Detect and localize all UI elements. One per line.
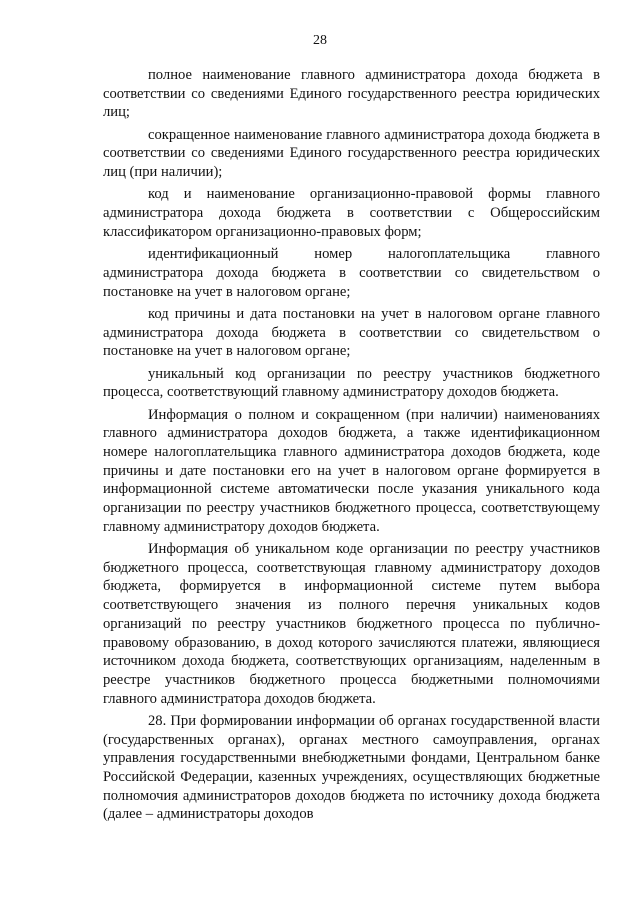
document-body <box>103 66 600 828</box>
paragraph-full-name: полное наименование главного администратора дохода бюджета в соответствии со сведениями Единого государственного реестра юридических лиц; <box>103 67 600 121</box>
paragraph-legal-form: код и наименование организационно-правовой формы главного администратора дохода бюджета в соответствии с Общероссийским классификатором организационно-правовых форм; <box>103 186 600 240</box>
paragraph-unique-code: уникальный код организации по реестру участников бюджетного процесса, соответствующий главному администратору доходов бюджета. <box>103 365 600 401</box>
paragraph-inn: идентификационный номер налогоплательщика главного администратора дохода бюджета в соответствии со свидетельством о постановке на учет в налоговом органе; <box>103 246 600 300</box>
paragraph-item-28: 28. При формировании информации об органах государственной власти (государственных органах), органах местного самоуправления, органах управления государственными внебюджетными фондами, Центральном банке Российской Федерации, казенных учреждениях, осуществляющих бюджетные полномочия администраторов доходов бюджета по источнику дохода бюджета (далее – администраторы доходов <box>103 712 600 823</box>
paragraph-short-name: сокращенное наименование главного администратора дохода бюджета в соответствии со сведениями Единого государственного реестра юридических лиц (при наличии); <box>103 126 600 181</box>
paragraph-info-names: Информация о полном и сокращенном (при наличии) наименованиях главного администратора доходов бюджета, а также идентификационном номере налогоплательщика главного администратора доходов бюджета, коде причины и дате постановки его на учет в налоговом органе формируется в информационной системе автоматически после указания уникального кода организации по реестру участников бюджетного процесса, соответствующему главному администратору доходов бюджета. <box>103 406 600 535</box>
paragraph-kpp: код причины и дата постановки на учет в налоговом органе главного администратора дохода бюджета в соответствии со свидетельством о постановке на учет в налоговом органе; <box>103 305 600 360</box>
page-number: 28 <box>313 33 327 48</box>
paragraph-info-unique-code: Информация об уникальном коде организации по реестру участников бюджетного процесса, соответствующая главному администратору доходов бюджета, формируется в информационной системе путем выбора соответствующего значения из полного перечня уникальных кодов организаций по реестру участников бюджетного процесса по публично-правовому образованию, в доход которого зачисляются платежи, являющиеся источником дохода бюджета, соответствующих организациям, наделенным в реестре участников бюджетного процесса бюджетными полномочиями главного администратора доходов бюджета. <box>103 541 600 707</box>
